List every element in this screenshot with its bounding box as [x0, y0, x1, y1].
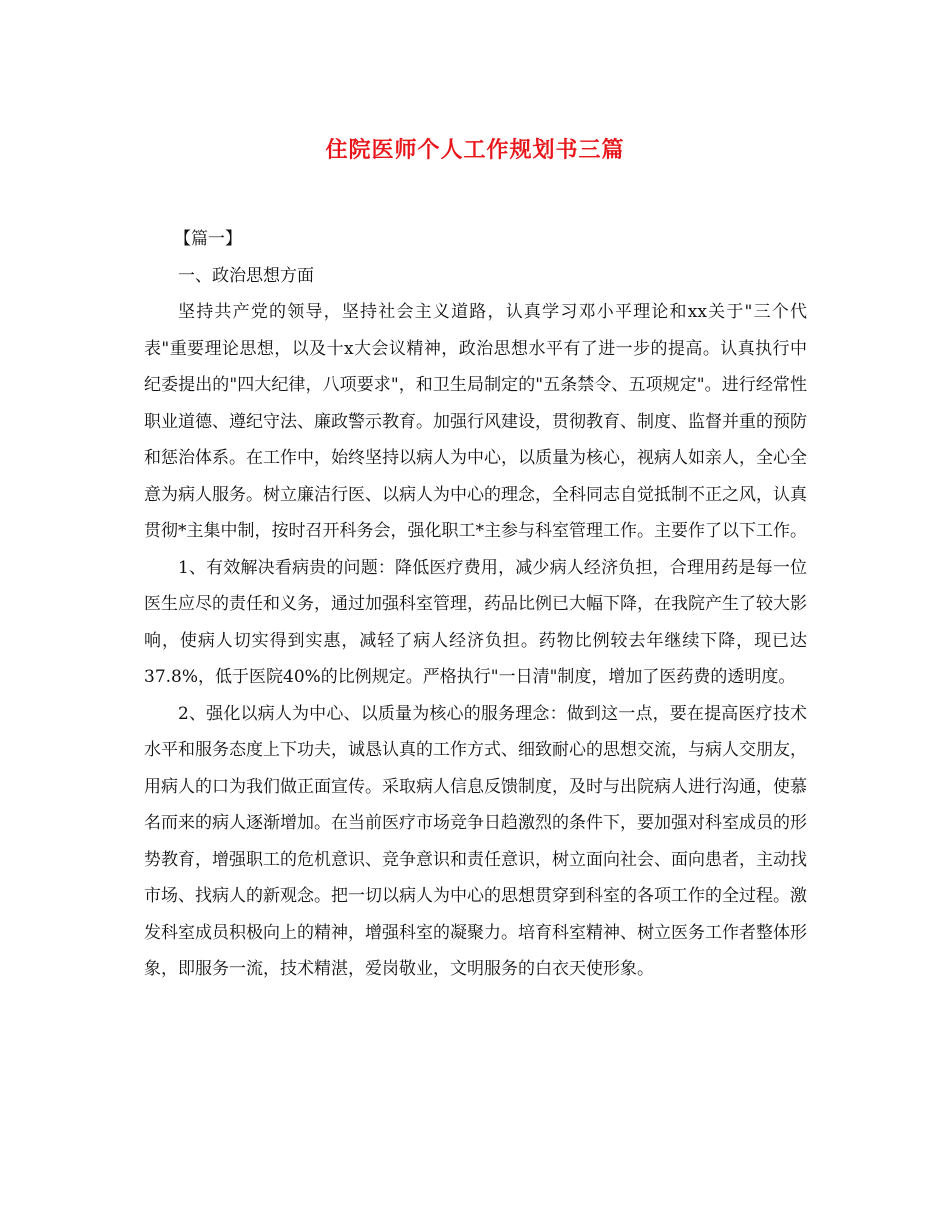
section-heading: 一、政治思想方面 — [178, 265, 314, 286]
paragraph-political-thought: 坚持共产党的领导，坚持社会主义道路，认真学习邓小平理论和xx关于"三个代表"重要理论思想，以及十x大会议精神，政治思想水平有了进一步的提高。认真执行中纪委提出的"四大纪律，八项要求"，和卫生局制定的"五条禁令、五项规定"。进行经常性职业道德、遵纪守法、廉政警示教育。加强行风建设，贯彻教育、制度、监督并重的预防和惩治体系。在工作中，始终坚持以病人为中心，以质量为核心，视病人如亲人，全心全意为病人服务。树立廉洁行医、以病人为中心的理念，全科同志自觉抵制不正之风，认真贯彻*主集中制，按时召开科务会，强化职工*主参与科室管理工作。主要作了以下工作。 — [144, 302, 807, 541]
paragraph-item-2: 2、强化以病人为中心、以质量为核心的服务理念：做到这一点，要在提高医疗技术水平和服务态度上下功夫，诚恳认真的工作方式、细致耐心的思想交流，与病人交朋友，用病人的口为我们做正面宣传。采取病人信息反馈制度，及时与出院病人进行沟通，使慕名而来的病人逐渐增加。在当前医疗市场竞争日趋激烈的条件下，要加强对科室成员的形势教育，增强职工的危机意识、竞争意识和责任意识，树立面向社会、面向患者，主动找市场、找病人的新观念。把一切以病人为中心的思想贯穿到科室的各项工作的全过程。激发科室成员积极向上的精神，增强科室的凝聚力。培育科室精神、树立医务工作者整体形象，即服务一流，技术精湛，爱岗敬业，文明服务的白衣天使形象。 — [144, 703, 807, 979]
paragraph-item-1: 1、有效解决看病贵的问题：降低医疗费用，减少病人经济负担，合理用药是每一位医生应尽的责任和义务，通过加强科室管理，药品比例已大幅下降，在我院产生了较大影响，使病人切实得到实惠，减轻了病人经济负担。药物比例较去年继续下降，现已达37.8%，低于医院40%的比例规定。严格执行"一日清"制度，增加了医药费的透明度。 — [144, 557, 807, 687]
section-label: 【篇一】 — [174, 229, 242, 249]
document-title: 住院医师个人工作规划书三篇 — [325, 137, 625, 163]
document-body — [144, 221, 807, 988]
